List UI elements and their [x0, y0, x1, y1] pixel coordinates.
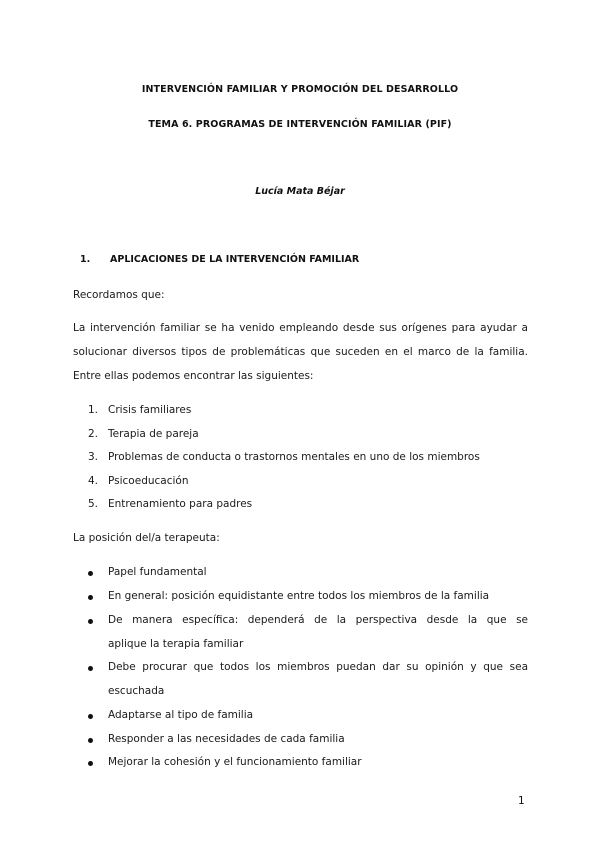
paragraph-line: solucionar diversos tipos de problemáticas que suceden en el marco de la familia.	[73, 346, 528, 358]
bullet-text: Mejorar la cohesión y el funcionamiento familiar	[108, 756, 362, 768]
list-number: 2.	[88, 428, 99, 440]
course-title: INTERVENCIÓN FAMILIAR Y PROMOCIÓN DEL DESARROLLO	[141, 84, 459, 95]
bullet-icon	[88, 595, 93, 600]
section-heading	[80, 254, 359, 265]
bullet-text: Papel fundamental	[108, 566, 207, 578]
bullet-item	[88, 709, 528, 721]
numbered-list-item	[88, 451, 480, 463]
paragraph-line: Entre ellas podemos encontrar las siguientes:	[73, 370, 314, 382]
bullet-text: Debe procurar que todos los miembros puedan dar su opinión y que sea	[108, 661, 528, 673]
list-item-text: Entrenamiento para padres	[108, 498, 253, 510]
bullet-icon	[88, 619, 93, 624]
author-name: Lucía Mata Béjar	[255, 186, 345, 197]
bullet-icon	[88, 571, 93, 576]
topic-title: TEMA 6. PROGRAMAS DE INTERVENCIÓN FAMILIAR (PIF)	[148, 119, 452, 130]
bullet-icon	[88, 714, 93, 719]
list-item-text: Psicoeducación	[108, 475, 189, 487]
bullet-text: En general: posición equidistante entre todos los miembros de la familia	[108, 590, 490, 602]
numbered-list-item	[88, 404, 191, 416]
numbered-list-item	[88, 475, 189, 487]
therapist-heading: La posición del/a terapeuta:	[73, 532, 220, 544]
numbered-list-item	[88, 498, 252, 510]
list-number: 1.	[88, 404, 99, 416]
numbered-list-item	[88, 428, 199, 440]
bullet-icon	[88, 761, 93, 766]
list-item-text: Crisis familiares	[108, 404, 192, 416]
intro-text: Recordamos que:	[73, 289, 165, 301]
bullet-text: escuchada	[108, 685, 165, 697]
bullet-item	[88, 661, 528, 673]
paragraph-line: La intervención familiar se ha venido empleando desde sus orígenes para ayudar a	[73, 322, 528, 334]
bullet-text: Responder a las necesidades de cada familia	[108, 733, 345, 745]
bullet-icon	[88, 666, 93, 671]
bullet-text: De manera específica: dependerá de la perspectiva desde la que se	[108, 614, 528, 626]
section-number: 1.	[80, 254, 91, 265]
bullet-text: aplique la terapia familiar	[108, 638, 244, 650]
bullet-item-continuation	[88, 638, 528, 650]
page-number: 1	[518, 795, 525, 807]
bullet-item	[88, 590, 528, 602]
list-item-text: Terapia de pareja	[108, 428, 199, 440]
list-item-text: Problemas de conducta o trastornos mentales en uno de los miembros	[108, 451, 480, 463]
list-number: 5.	[88, 498, 99, 510]
bullet-item-continuation	[88, 685, 528, 697]
bullet-item	[88, 756, 528, 768]
list-number: 3.	[88, 451, 99, 463]
bullet-text: Adaptarse al tipo de familia	[108, 709, 254, 721]
list-number: 4.	[88, 475, 99, 487]
bullet-icon	[88, 738, 93, 743]
section-title: APLICACIONES DE LA INTERVENCIÓN FAMILIAR	[110, 254, 360, 265]
bullet-item	[88, 614, 528, 626]
bullet-item	[88, 733, 528, 745]
bullet-item	[88, 566, 528, 578]
